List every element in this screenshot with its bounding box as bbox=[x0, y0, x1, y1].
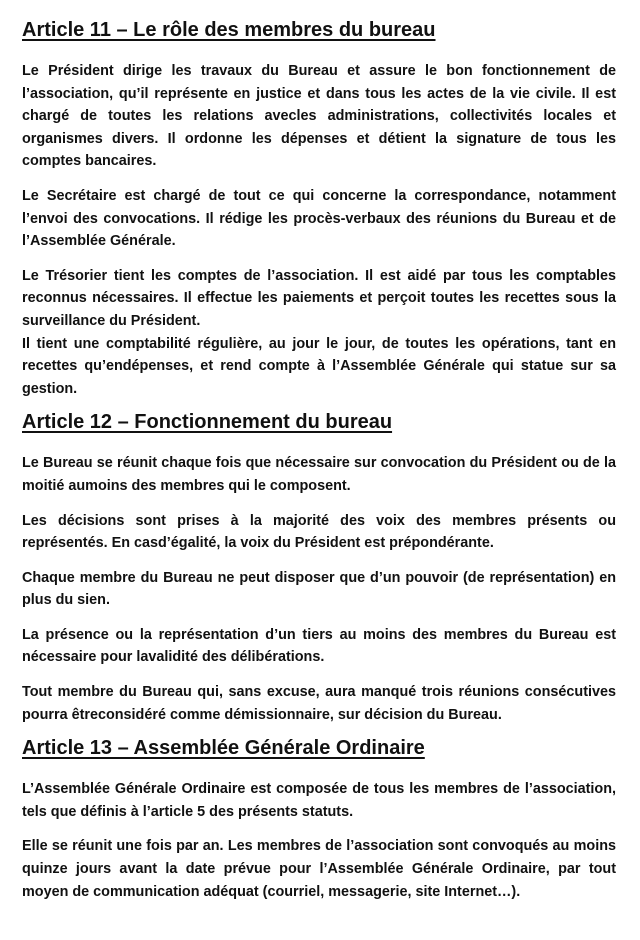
article-11-body bbox=[22, 60, 616, 400]
paragraph-absence-resignation: Tout membre du Bureau qui, sans excuse, aura manqué trois réunions consécutives pourra êtreconsidéré comme démissionnaire, sur décision du Bureau. bbox=[22, 684, 616, 723]
paragraph-quorum: La présence ou la représentation d’un tiers au moins des membres du Bureau est nécessaire pour lavalidité des délibérations. bbox=[22, 626, 616, 666]
article-12-heading: Article 12 – Fonctionnement du bureau bbox=[22, 411, 393, 434]
article-11 bbox=[22, 16, 616, 400]
article-13-heading: Article 13 – Assemblée Générale Ordinaire bbox=[22, 737, 425, 760]
paragraph-proxy-limit: Chaque membre du Bureau ne peut disposer que d’un pouvoir (de représentation) en plus du sien. bbox=[22, 569, 616, 609]
paragraph-bureau-meetings: Le Bureau se réunit chaque fois que nécessaire sur convocation du Président ou de la moitié aumoins des membres qui le composent. bbox=[22, 455, 616, 494]
paragraph-secretary-role: Le Secrétaire est chargé de tout ce qui concerne la correspondance, notamment l’envoi des convocations. Il rédige les procès-verbaux des réunions du Bureau et de l’Assemblée Générale. bbox=[22, 187, 616, 250]
paragraph-assembly-composition: L’Assemblée Générale Ordinaire est composée de tous les membres de l’association, tels que définis à l’article 5 des présents statuts. bbox=[22, 781, 616, 820]
article-11-heading: Article 11 – Le rôle des membres du bureau bbox=[22, 19, 436, 41]
paragraph-decisions-majority: Les décisions sont prises à la majorité des voix des membres présents ou représentés. En casd’égalité, la voix du Président est prépondérante. bbox=[22, 512, 616, 552]
paragraph-treasurer-role: Le Trésorier tient les comptes de l’association. Il est aidé par tous les comptables reconnus nécessaires. Il effectue les paiements et perçoit toutes les recettes sous la surveillance du Président. bbox=[22, 267, 616, 329]
paragraph-president-role: Le Président dirige les travaux du Bureau et assure le bon fonctionnement de l’association, qu’il représente en justice et dans tous les actes de la vie civile. Il est chargé de toutes les relations avecles administrations, collectivités locales et organismes divers. Il ordonne les dépenses et détient la signature de tous les comptes bancaires. bbox=[22, 63, 616, 170]
article-12-body bbox=[22, 452, 616, 726]
article-12 bbox=[22, 408, 616, 726]
paragraph-treasurer-accounting: Il tient une comptabilité régulière, au jour le jour, de toutes les opérations, tant en recettes qu’endépenses, et rend compte à l’Assemblée Générale qui statue sur sa gestion. bbox=[22, 335, 616, 397]
article-13 bbox=[22, 734, 616, 903]
paragraph-assembly-convocation: Elle se réunit une fois par an. Les membres de l’association sont convoqués au moins quinze jours avant la date prévue pour l’Assemblée Générale Ordinaire, par tout moyen de communication adéquat (courriel, messagerie, site Internet…). bbox=[22, 838, 616, 900]
article-13-body bbox=[22, 778, 616, 903]
